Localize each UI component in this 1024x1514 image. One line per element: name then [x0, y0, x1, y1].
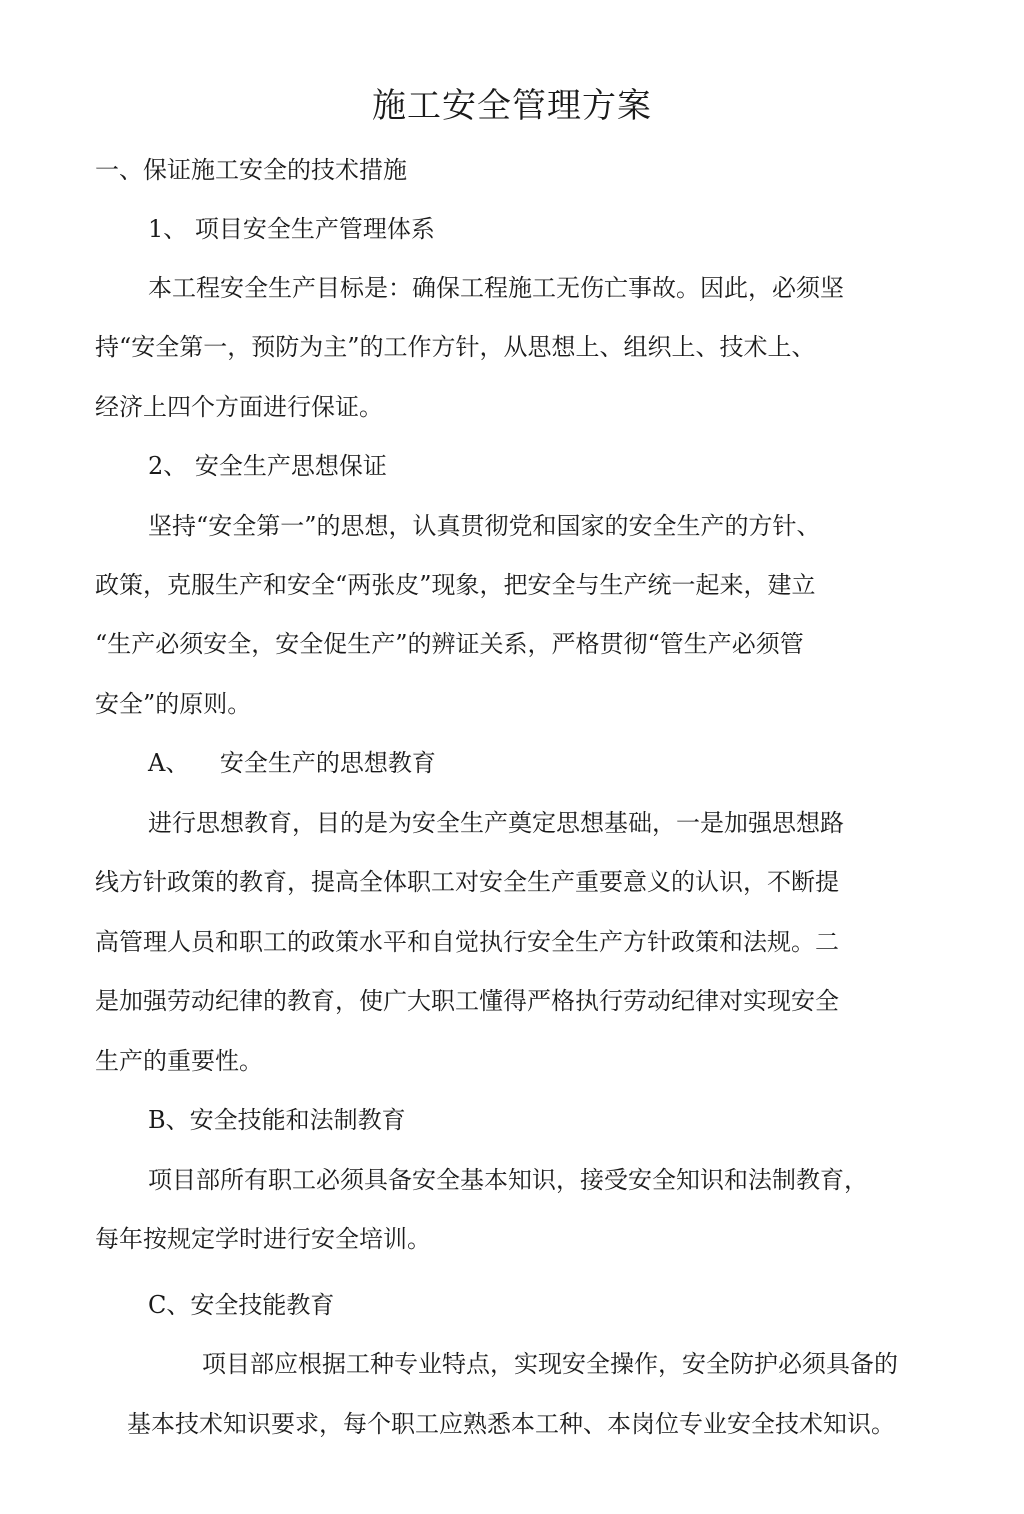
paragraph-line: 生产的重要性。: [95, 1047, 263, 1075]
paragraph-line: 项目部所有职工必须具备安全基本知识，接受安全知识和法制教育，: [148, 1166, 868, 1194]
paragraph-line: 政策，克服生产和安全“两张皮”现象，把安全与生产统一起来，建立: [95, 571, 816, 599]
subsection-heading: 1、 项目安全生产管理体系: [148, 215, 435, 243]
paragraph-line: 本工程安全生产目标是：确保工程施工无伤亡事故。因此，必须坚: [148, 274, 844, 302]
paragraph-line: 坚持“安全第一”的思想，认真贯彻党和国家的安全生产的方针、: [148, 512, 821, 540]
paragraph-line: “生产必须安全，安全促生产”的辨证关系，严格贯彻“管生产必须管: [95, 630, 804, 658]
paragraph-line: 每年按规定学时进行安全培训。: [95, 1225, 431, 1253]
paragraph-line: 是加强劳动纪律的教育，使广大职工懂得严格执行劳动纪律对实现安全: [95, 987, 839, 1015]
paragraph-line: 线方针政策的教育，提高全体职工对安全生产重要意义的认识，不断提: [95, 868, 839, 896]
document-title: 施工安全管理方案: [372, 86, 652, 126]
subsection-heading: 2、 安全生产思想保证: [148, 452, 387, 480]
paragraph-line: 高管理人员和职工的政策水平和自觉执行安全生产方针政策和法规。二: [95, 928, 839, 956]
paragraph-line: 基本技术知识要求，每个职工应熟悉本工种、本岗位专业安全技术知识。: [127, 1410, 895, 1438]
paragraph-line: 经济上四个方面进行保证。: [95, 393, 383, 421]
section-heading: 一、保证施工安全的技术措施: [95, 156, 407, 184]
paragraph-line: 持“安全第一，预防为主”的工作方针，从思想上、组织上、技术上、: [95, 333, 816, 361]
subsection-heading: B、安全技能和法制教育: [148, 1106, 406, 1134]
paragraph-line: 项目部应根据工种专业特点，实现安全操作，安全防护必须具备的: [202, 1350, 898, 1378]
paragraph-line: 进行思想教育，目的是为安全生产奠定思想基础，一是加强思想路: [148, 809, 844, 837]
subsection-heading: C、安全技能教育: [148, 1291, 335, 1319]
paragraph-line: 安全”的原则。: [95, 690, 252, 718]
subsection-heading: A、 安全生产的思想教育: [148, 749, 436, 777]
